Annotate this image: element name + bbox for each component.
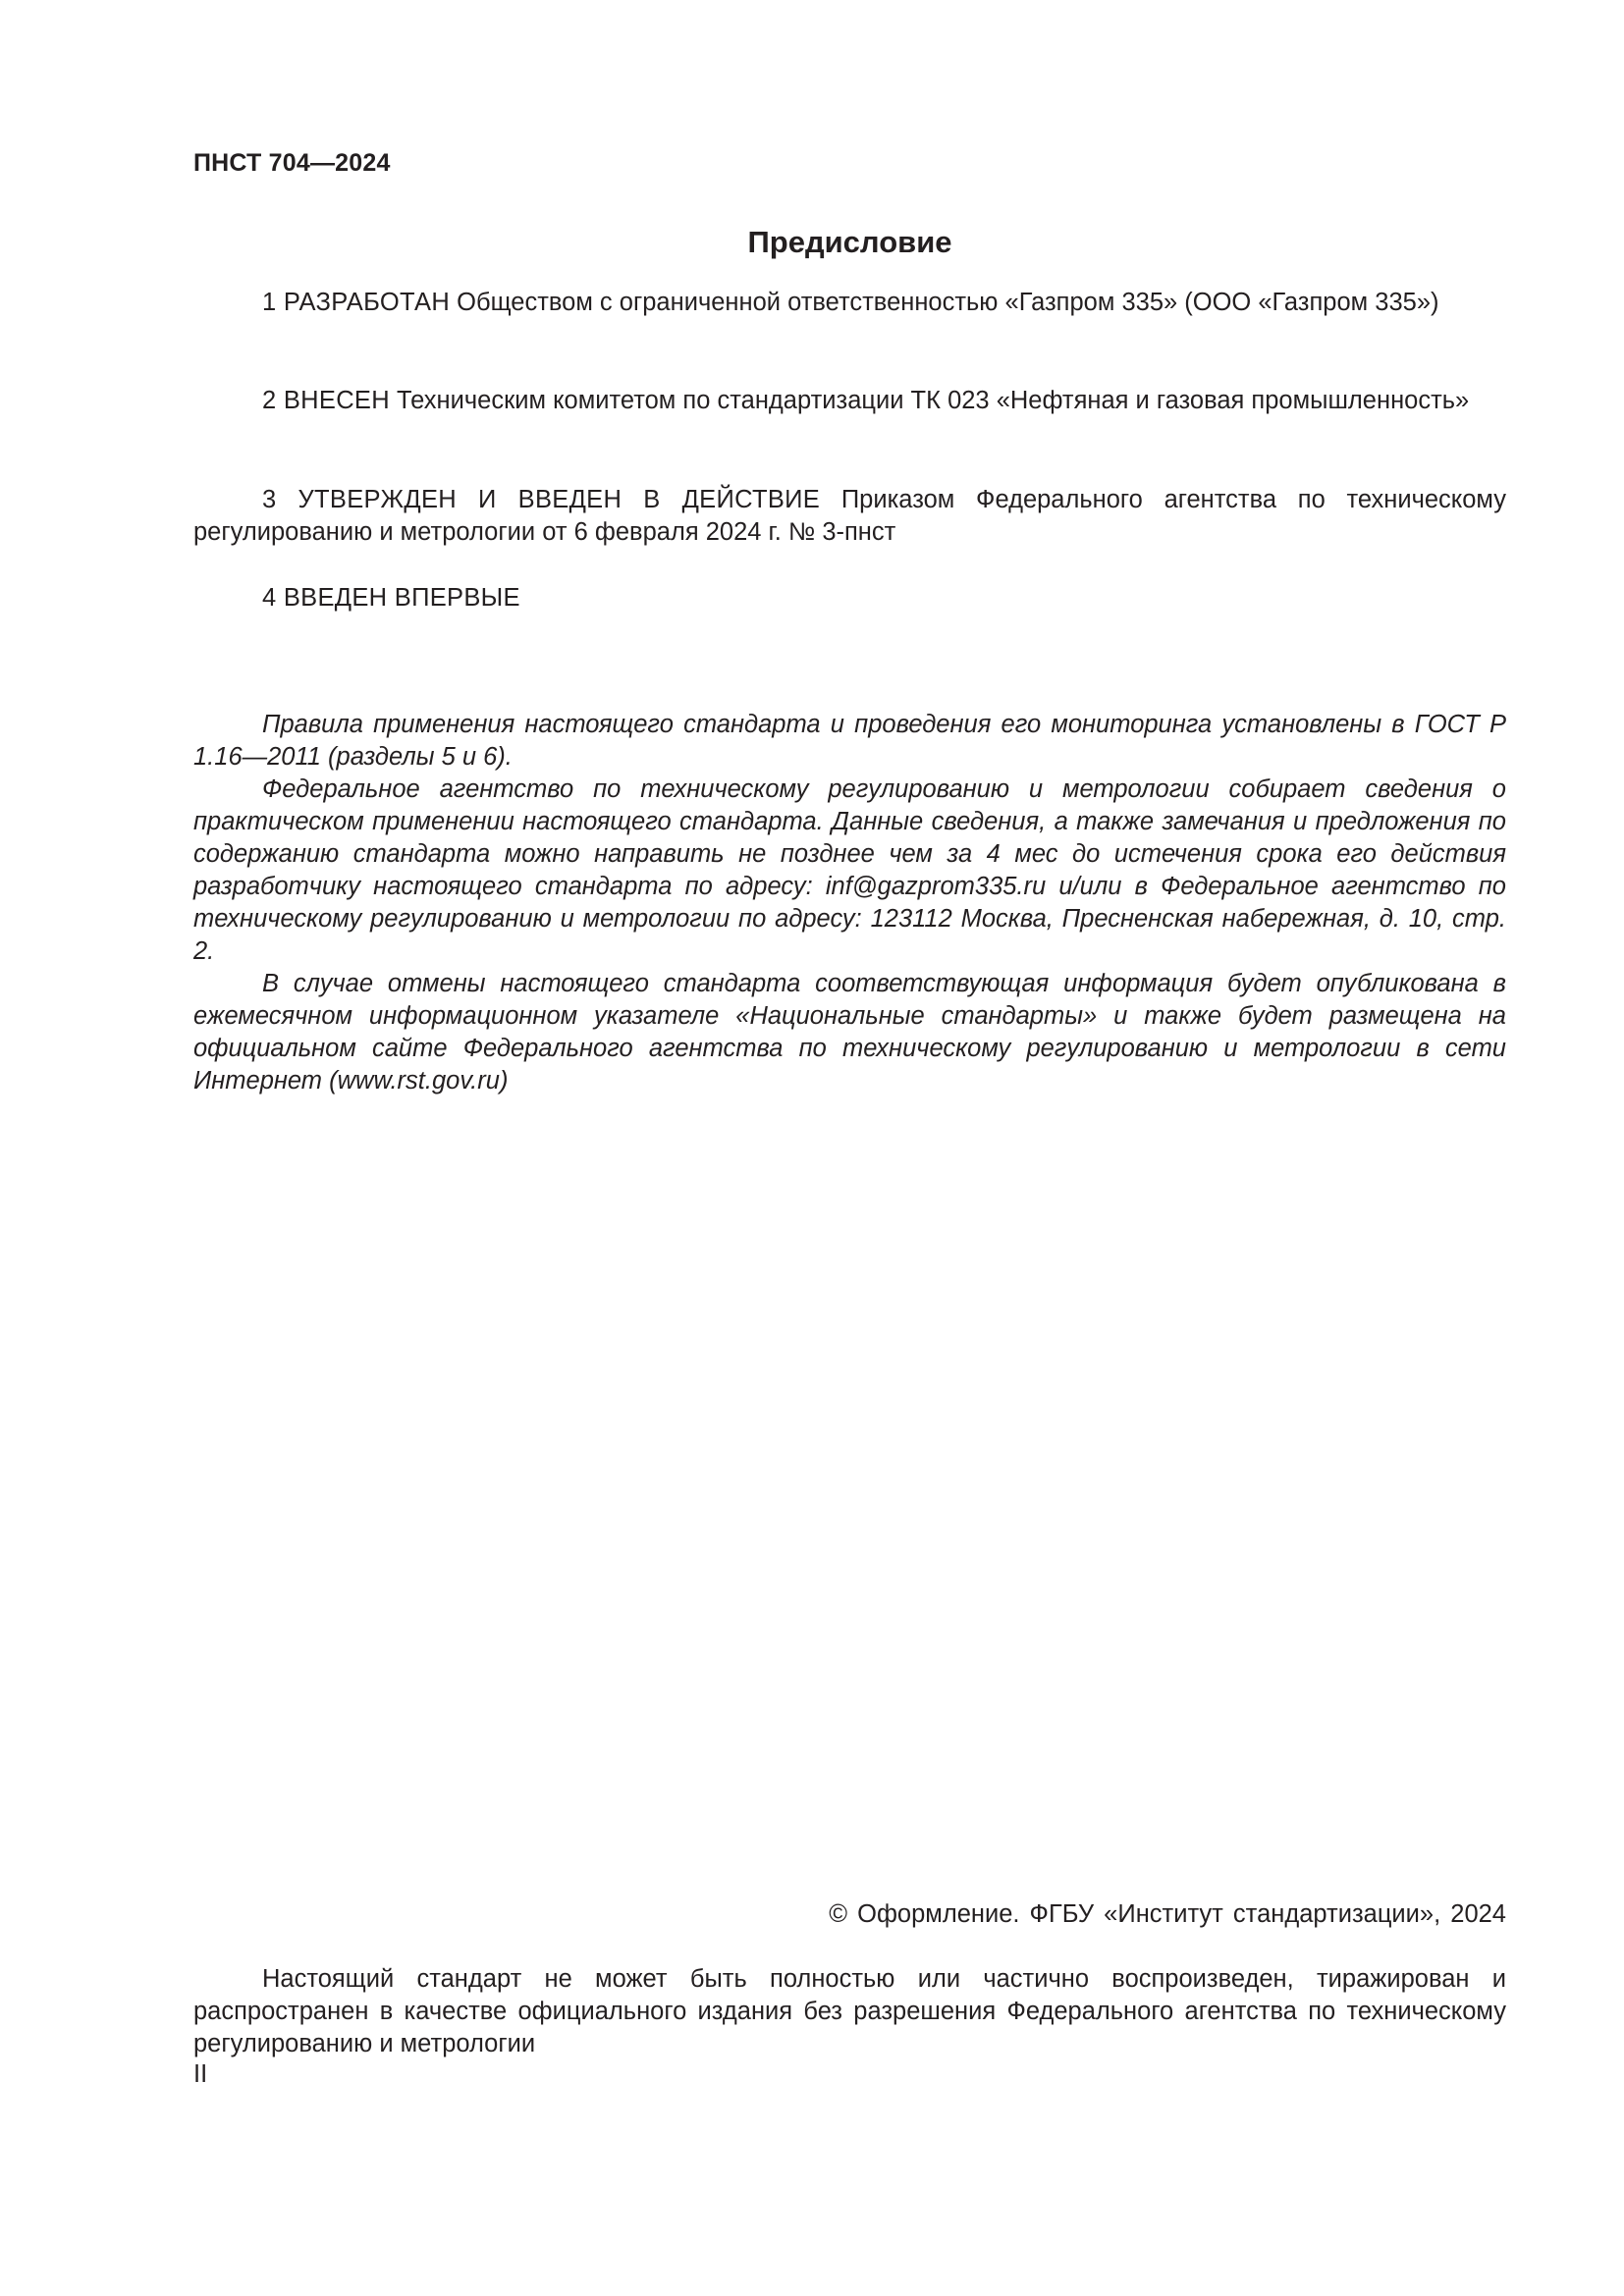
item-text: Обществом с ограниченной ответственностью «Газпром 335» (ООО «Газпром 335») <box>450 289 1439 316</box>
notice-paragraph: В случае отмены настоящего стандарта соответствующая информация будет опубликована в ежемесячном информационном указателе «Национальные стандарты» и также будет размещена на официальном сайте Федерального агентства по техническому регулированию и метрологии в сети Интернет (www.rst.gov.ru) <box>193 970 1506 1095</box>
document-code: ПНСТ 704—2024 <box>193 149 391 177</box>
foreword-item-introduced <box>193 385 1506 417</box>
page-number: II <box>193 2060 208 2088</box>
copyright-line: © Оформление. ФГБУ «Институт стандартизации», 2024 <box>829 1900 1506 1928</box>
item-label: 2 ВНЕСЕН <box>262 387 390 414</box>
item-text: Приказом Федерального агентства по техническому регулированию и метрологии от 6 февраля 2024 г. № 3-пнст <box>193 486 1507 546</box>
italic-notice-block <box>193 709 1506 1097</box>
item-label: 1 РАЗРАБОТАН <box>262 289 451 316</box>
reproduction-notice: Настоящий стандарт не может быть полностью или частично воспроизведен, тиражирован и распространен в качестве официального издания без разрешения Федерального агентства по техническому регулированию и метрологии <box>193 1965 1506 2057</box>
foreword-item-developed <box>193 287 1506 319</box>
item-label: 3 УТВЕРЖДЕН И ВВЕДЕН В ДЕЙСТВИЕ <box>262 486 821 513</box>
foreword-item-first-introduced <box>193 582 1506 614</box>
foreword-item-approved <box>193 484 1506 549</box>
notice-paragraph: Федеральное агентство по техническому регулированию и метрологии собирает сведения о практическом применении настоящего стандарта. Данные сведения, а также замечания и предложения по содержанию стандарта можно направить не позднее чем за 4 мес до истечения срока его действия разработчику настоящего стандарта по адресу: inf@gazprom335.ru и/или в Федеральное агентство по техническому регулированию и метрологии по адресу: 123112 Москва, Пресненская набережная, д. 10, стр. 2. <box>193 775 1506 965</box>
item-label: 4 ВВЕДЕН ВПЕРВЫЕ <box>262 584 520 612</box>
notice-paragraph: Правила применения настоящего стандарта и проведения его мониторинга установлены в ГОСТ Р 1.16—2011 (разделы 5 и 6). <box>193 711 1506 771</box>
item-text: Техническим комитетом по стандартизации ТК 023 «Нефтяная и газовая промышленность» <box>389 387 1470 414</box>
section-title: Предисловие <box>747 225 952 259</box>
